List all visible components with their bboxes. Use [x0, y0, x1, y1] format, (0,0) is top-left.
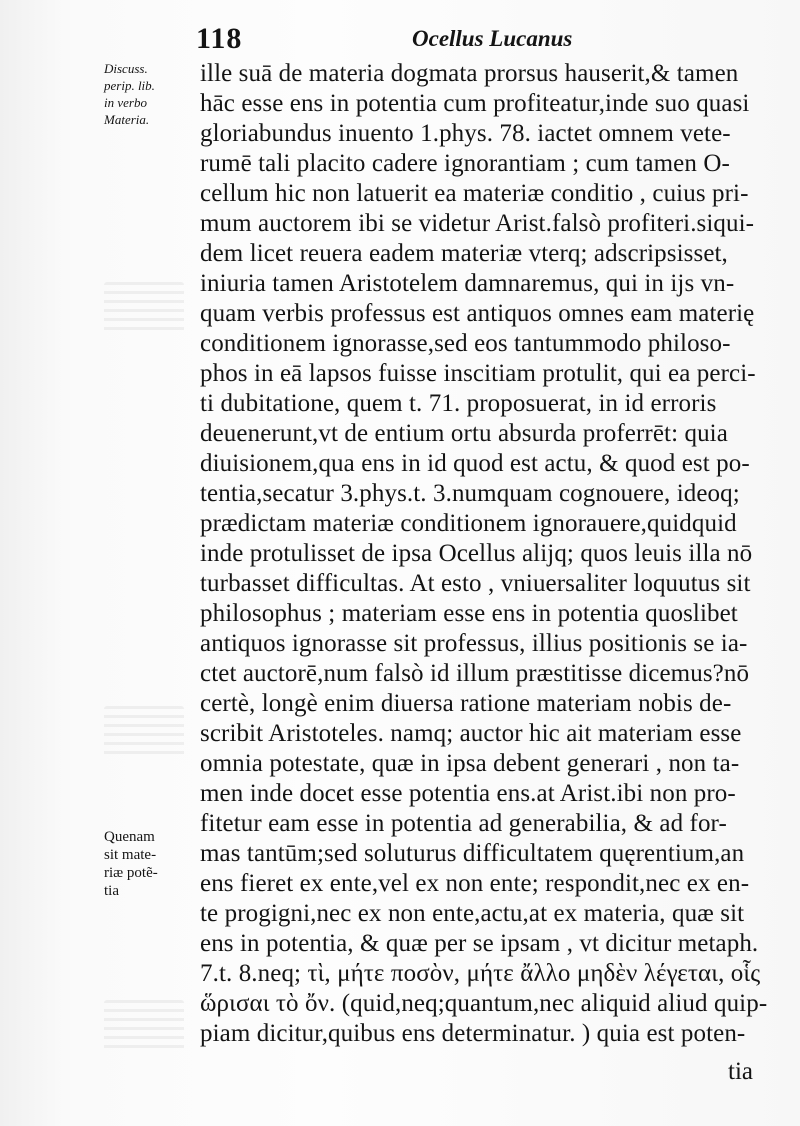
margin-note-line: Discuss. [104, 61, 148, 76]
margin-note-line: perip. lib. [104, 78, 155, 93]
margin-note-line: Materia. [104, 112, 150, 127]
text-line: cellum hic non latuerit ea materiæ conditio , cuius pri- [200, 180, 749, 207]
text-line: scribit Aristoteles. namq; auctor hic ait materiam esse [200, 720, 742, 747]
show-through-left-2 [104, 706, 184, 758]
text-line: rumē tali placito cadere ignorantiam ; cum tamen O- [200, 150, 730, 177]
text-line: hāc esse ens in potentia cum profiteatur,inde suo quasi [200, 90, 750, 117]
text-line: ille suā de materia dogmata prorsus hauserit,& tamen [200, 60, 739, 87]
text-line: ctet auctorē,num falsò id illum præstitisse dicemus?nō [200, 660, 750, 687]
show-through-left-1 [104, 282, 184, 334]
text-line: omnia potestate, quæ in ipsa debent generari , non ta- [200, 750, 740, 777]
margin-note-quenam [104, 828, 194, 900]
text-line: te progigni,nec ex non ente,actu,at ex materia, quæ sit [200, 900, 745, 927]
text-line: ens fieret ex ente,vel ex non ente; respondit,nec ex en- [200, 870, 750, 897]
text-line: men inde docet esse potentia ens.at Arist.ibi non pro- [200, 780, 736, 807]
text-line: iniuria tamen Aristotelem damnaremus, qui in ijs vn- [200, 270, 735, 297]
text-line: certè, longè enim diuersa ratione materiam nobis de- [200, 690, 732, 717]
text-line: antiquos ignorasse sit professus, illius positionis se ia- [200, 630, 748, 657]
text-line: turbasset difficultas. At esto , vniuersaliter loquutus sit [200, 570, 751, 597]
text-line: quam verbis professus est antiquos omnes eam materię [200, 300, 755, 327]
text-line: piam dicitur,quibus ens determinatur. ) quia est poten- [200, 1020, 746, 1047]
show-through-left-3 [104, 1000, 184, 1052]
text-line: conditionem ignorasse,sed eos tantummodo philoso- [200, 330, 731, 357]
text-line: philosophus ; materiam esse ens in potentia quoslibet [200, 600, 738, 627]
text-line: diuisionem,qua ens in id quod est actu, & quod est po- [200, 450, 750, 477]
margin-note-line: riæ potẽ- [104, 865, 158, 881]
catchword: tia [728, 1058, 753, 1085]
text-line: tentia,secatur 3.phys.t. 3.numquam cognouere, ideoq; [200, 480, 740, 507]
text-line: gloriabundus inuento 1.phys. 78. iactet omnem vete- [200, 120, 731, 147]
page-header [196, 22, 596, 58]
text-line: prædictam materiæ conditionem ignorauere,quidquid [200, 510, 737, 537]
text-line: 7.t. 8.neq; τὶ, μήτε ποσὸν, μήτε ἄλλο μηδὲν λέγεται, οἷς [200, 960, 761, 987]
text-line: ens in potentia, & quæ per se ipsam , vt dicitur metaph. [200, 930, 759, 957]
margin-note-line: tia [104, 883, 119, 899]
running-title: Ocellus Lucanus [412, 26, 573, 51]
text-line: fitetur eam esse in potentia ad generabilia, & ad for- [200, 810, 727, 837]
margin-note-line: in verbo [104, 95, 147, 110]
text-line: dem licet reuera eadem materiæ vterq; adscripsisset, [200, 240, 728, 267]
margin-note-line: sit mate- [104, 847, 157, 863]
text-line: mum auctorem ibi se videtur Arist.falsò profiteri.siqui- [200, 210, 755, 237]
text-line: ti dubitatione, quem t. 71. proposuerat, in id erroris [200, 390, 717, 417]
margin-note-discuss [104, 60, 194, 128]
page-number: 118 [196, 22, 243, 55]
text-line: inde protulisset de ipsa Ocellus alijq; quos leuis illa nō [200, 540, 753, 567]
text-line: deuenerunt,vt de entium ortu absurda proferrēt: quia [200, 420, 728, 447]
text-line: mas tantūm;sed soluturus difficultatem quęrentium,an [200, 840, 745, 867]
margin-note-line: Quenam [104, 829, 155, 845]
text-line: ὥρισαι τὸ ὄν. (quid,neq;quantum,nec aliquid aliud quip- [200, 990, 768, 1017]
text-line: phos in eā lapsos fuisse inscitiam protulit, qui ea perci- [200, 360, 756, 387]
